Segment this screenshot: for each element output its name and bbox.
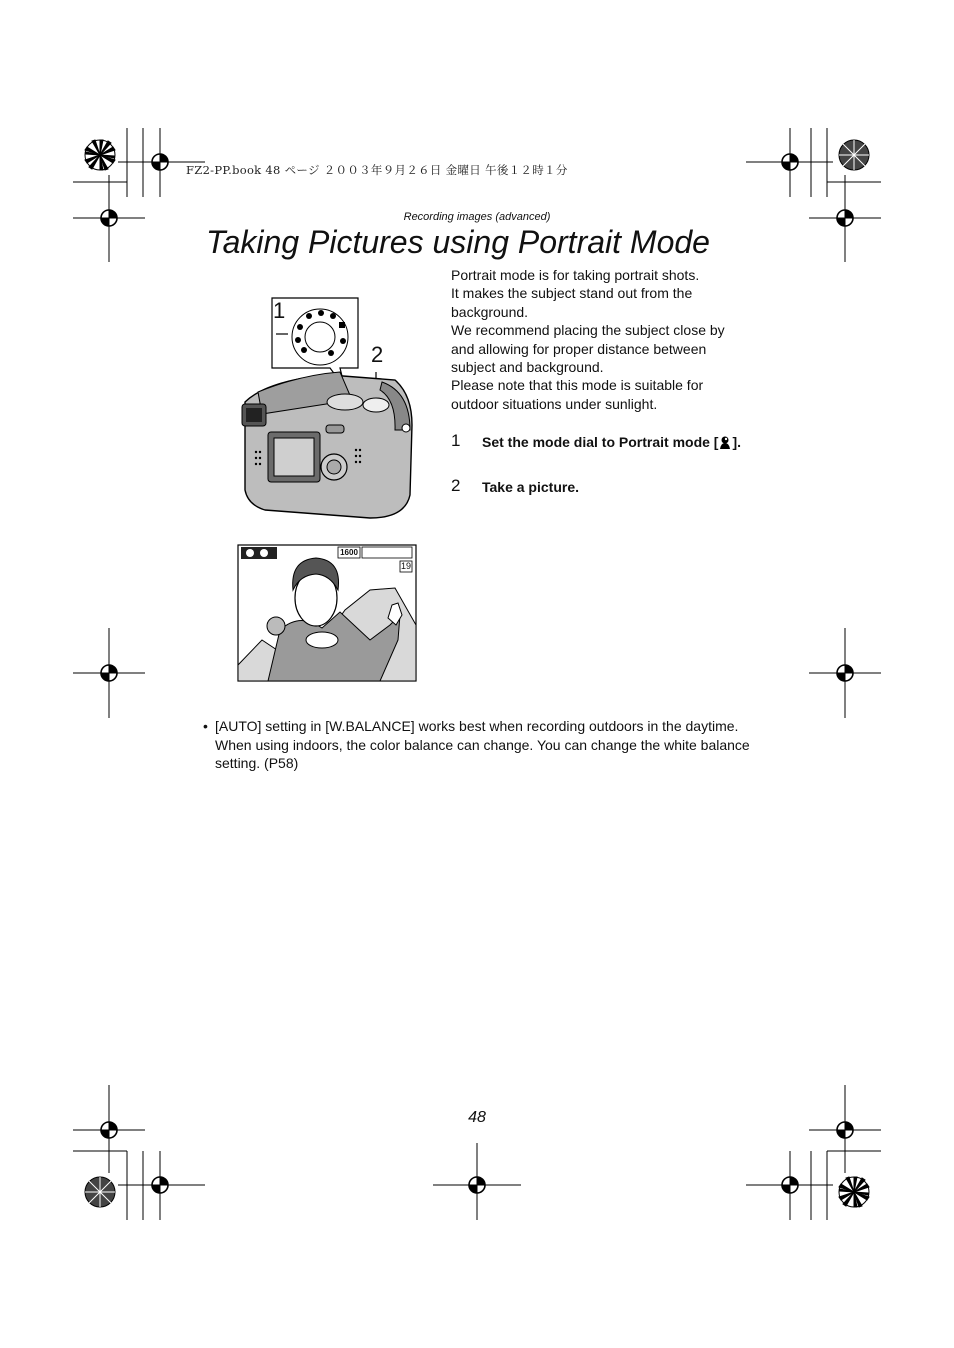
intro-paragraph: Please note that this mode is suitable for outdoor situations under sunlight. [451, 377, 704, 412]
step-number: 2 [451, 476, 461, 495]
lcd-frame-count: 19 [400, 561, 411, 571]
printer-header-line: FZ2-PP.book 48 ページ ２００３年９月２６日 金曜日 午後１２時１分 [186, 163, 568, 177]
step-text: Set the mode dial to Portrait mode [ ]. [482, 434, 742, 450]
page-title: Taking Pictures using Portrait Mode [206, 224, 710, 260]
page-number: 48 [468, 1109, 486, 1126]
intro-paragraph: It makes the subject stand out from the background. [451, 285, 693, 320]
section-label: Recording images (advanced) [403, 211, 551, 223]
intro-text [451, 266, 751, 413]
callout-2: 2 [371, 342, 384, 367]
intro-paragraph: We recommend placing the subject close by and allowing for proper distance between subject and background. [451, 322, 725, 376]
step-number: 1 [451, 431, 461, 450]
lcd-iso-value: 1600 [340, 548, 358, 557]
intro-paragraph: Portrait mode is for taking portrait shots. [451, 267, 700, 283]
callout-1: 1 [273, 298, 286, 323]
bullet: • [203, 718, 208, 734]
step-text: Take a picture. [482, 479, 580, 495]
portrait-mode-icon [718, 435, 732, 449]
note-text: [AUTO] setting in [W.BALANCE] works best when recording outdoors in the daytime. When using indoors, the color balance can change. You can change the white balance setting. (P58) [215, 718, 750, 772]
